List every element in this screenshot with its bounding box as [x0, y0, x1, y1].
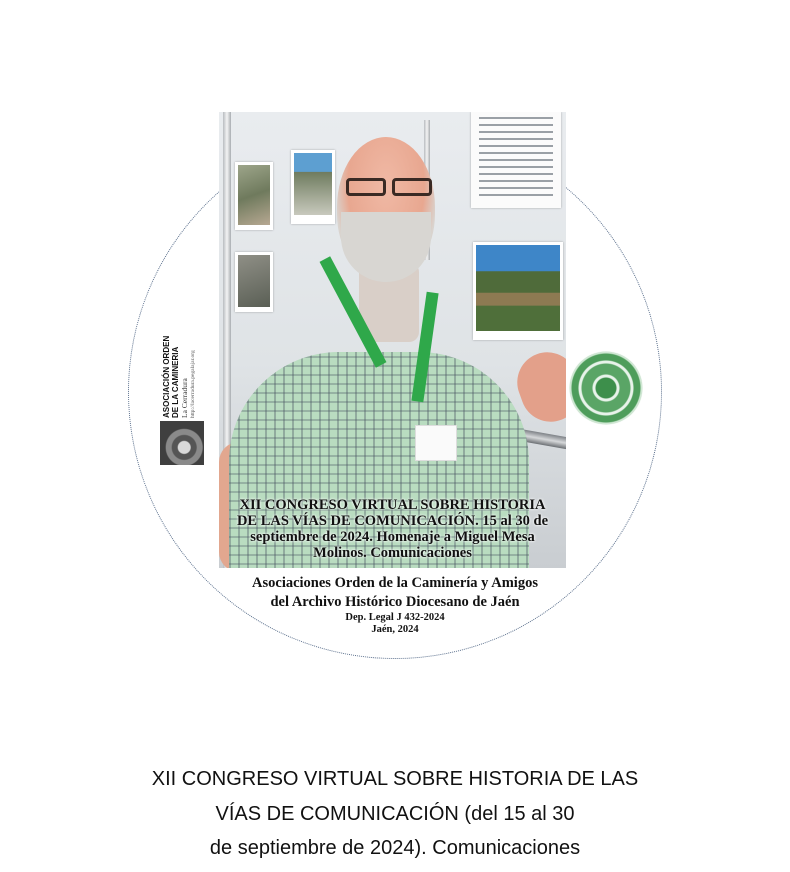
legal-deposit: Dep. Legal J 432-2024	[345, 612, 445, 623]
publisher-line: Asociaciones Orden de la Caminería y Amigos	[252, 575, 538, 591]
wall-picture	[235, 252, 273, 312]
wall-picture	[291, 150, 335, 224]
logo-url: http://lacerradura.pegalajar.org	[190, 350, 196, 418]
logo-title: ASOCIACIÓN ORDEN	[162, 335, 171, 418]
photo-title-line: septiembre de 2024. Homenaje a Miguel Mesa	[250, 529, 535, 545]
photo-title-overlay	[219, 497, 566, 561]
association-logo-text	[162, 330, 206, 418]
caption-line: XII CONGRESO VIRTUAL SOBRE HISTORIA DE LAS	[151, 768, 639, 790]
name-badge	[415, 425, 457, 461]
photo-title-line: XII CONGRESO VIRTUAL SOBRE HISTORIA	[239, 497, 546, 513]
info-panel	[471, 112, 561, 208]
glasses-icon	[346, 178, 438, 198]
wall-picture	[235, 162, 273, 230]
association-logo	[160, 330, 206, 466]
photo-title-line: Molinos. Comunicaciones	[313, 545, 472, 561]
wall-picture	[473, 242, 563, 340]
caption-line: de septiembre de 2024). Comunicaciones	[209, 837, 581, 859]
engraving-image	[160, 421, 204, 465]
logo-subtitle: La Cerradura	[180, 378, 189, 418]
logo-title: DE LA CAMINERIA	[171, 346, 180, 418]
disc-credits	[200, 574, 590, 636]
place-year: Jaén, 2024	[371, 624, 419, 635]
publisher-line: del Archivo Histórico Diocesano de Jaén	[270, 594, 520, 610]
figure-caption	[120, 762, 670, 866]
seal-icon	[570, 352, 642, 424]
photo-title-line: DE LAS VÍAS DE COMUNICACIÓN. 15 al 30 de	[236, 513, 549, 529]
caption-line: VÍAS DE COMUNICACIÓN (del 15 al 30	[215, 802, 575, 825]
